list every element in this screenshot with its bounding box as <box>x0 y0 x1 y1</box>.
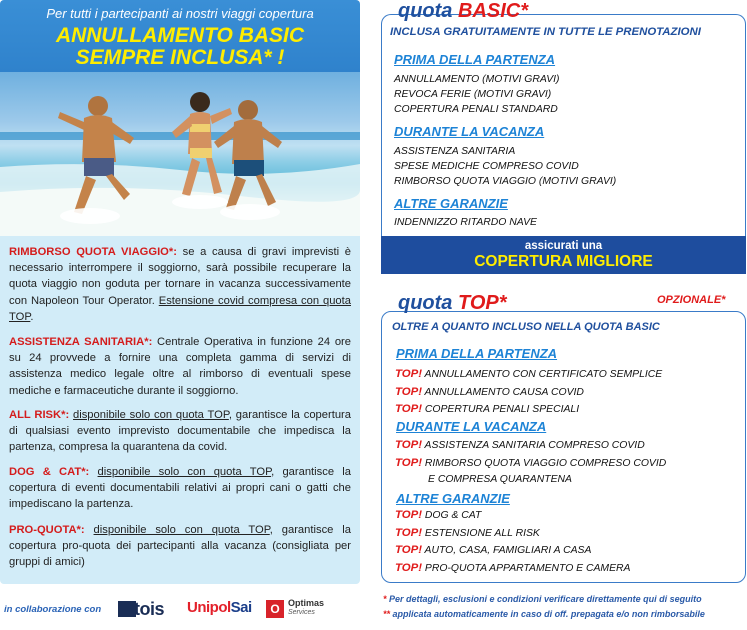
top-tag: TOP! <box>395 385 423 398</box>
dogcat-availability: disponibile solo con quota TOP <box>97 466 272 478</box>
assistenza-paragraph <box>9 334 351 399</box>
footnote-2: ** applicata automaticamente in caso di off. prepagata e/o non rimborsabile <box>383 609 705 619</box>
proquota-heading: PRO-QUOTA*: <box>9 524 85 536</box>
list-item: TOP! ANNULLAMENTO CON CERTIFICATO SEMPLICE <box>395 368 663 380</box>
allrisk-availability: disponibile solo con quota TOP <box>73 409 229 421</box>
basic-section-title: DURANTE LA VACANZA <box>394 124 545 139</box>
top-tag: TOP! <box>395 403 423 415</box>
proquota-body: , garantisce la copertura pro-quota dei partecipanti alla vacanza (consigliata per gruppi di amici) <box>9 524 351 569</box>
top-section-title: PRIMA DELLA PARTENZA <box>396 346 558 361</box>
basic-title: quota BASIC* <box>398 0 529 22</box>
basic-section-list <box>394 72 560 117</box>
banner-intro: Per tutti i partecipanti ai nostri viaggi copertura <box>46 6 314 21</box>
dogcat-body: , garantisce la copertura di eventi documentabili relativi ai propri cani o gatti che impediscano la partenza. <box>9 466 352 511</box>
top-section-list <box>395 366 662 419</box>
list-item: RIMBORSO QUOTA VIAGGIO (MOTIVI GRAVI) <box>394 176 617 187</box>
promo-banner <box>0 0 360 72</box>
rimborso-body: se a causa di gravi imprevisti è necessario interrompere il soggiorno, sarà possibile recuperare la quota viaggio non goduta per tornare in vacanza successivamente con Napoleon Tour Operator. <box>9 246 351 307</box>
footnote-1: * Per dettagli, esclusioni e condizioni verificare direttamente qui di seguito <box>383 594 702 604</box>
list-item: REVOCA FERIE (MOTIVI GRAVI) <box>394 89 552 100</box>
banner-headline-1: ANNULLAMENTO BASIC <box>55 24 305 47</box>
top-tag: TOP! <box>395 561 423 574</box>
list-item: TOP! PRO-QUOTA APPARTAMENTO E CAMERA <box>395 561 631 574</box>
optional-label: OPZIONALE* <box>657 294 726 306</box>
dogcat-heading: DOG & CAT*: <box>9 466 90 478</box>
list-item: TOP! RIMBORSO QUOTA VIAGGIO COMPRESO COVID <box>395 456 667 469</box>
top-subtitle: OLTRE A QUANTO INCLUSO NELLA QUOTA BASIC <box>392 321 660 333</box>
top-tag: TOP! <box>395 544 423 556</box>
top-section-list <box>395 437 666 489</box>
upgrade-banner-line2: COPERTURA MIGLIORE <box>474 253 653 270</box>
allrisk-heading: ALL RISK*: <box>9 409 70 421</box>
partners-row <box>4 598 344 628</box>
top-tag: TOP! <box>395 509 423 521</box>
top-tag: TOP! <box>395 456 423 469</box>
rimborso-note: Estensione covid compresa con quota TOP <box>9 294 351 323</box>
basic-section-list <box>394 144 616 189</box>
list-item: COPERTURA PENALI STANDARD <box>394 104 558 115</box>
rimborso-heading: RIMBORSO QUOTA VIAGGIO*: <box>9 246 177 258</box>
beach-illustration <box>0 72 360 236</box>
list-item: TOP! DOG & CAT <box>395 509 482 521</box>
optimas-logo: O Optimas Services <box>266 598 338 626</box>
top-section-list <box>395 507 630 577</box>
allrisk-paragraph <box>9 407 351 456</box>
list-item: TOP! AUTO, CASA, FAMIGLIARI A CASA <box>395 544 592 556</box>
list-item: E COMPRESA QUARANTENA <box>428 474 572 485</box>
left-panel <box>0 0 360 584</box>
upgrade-banner[interactable] <box>381 236 746 274</box>
basic-section-title: PRIMA DELLA PARTENZA <box>394 52 556 67</box>
top-tag: TOP! <box>395 526 423 539</box>
allrisk-body: , garantisce la copertura di qualsiasi evento imprevisto documentabile che impedisca la partenza, compresa la quarantena da covid. <box>9 409 351 454</box>
beach-photo <box>0 72 360 236</box>
proquota-availability: disponibile solo con quota TOP <box>93 524 270 536</box>
dogcat-paragraph <box>9 464 351 513</box>
list-item: TOP! ESTENSIONE ALL RISK <box>395 526 540 539</box>
proquota-paragraph <box>9 522 351 571</box>
basic-subtitle: INCLUSA GRATUITAMENTE IN TUTTE LE PRENOTAZIONI <box>390 26 701 38</box>
list-item: TOP! COPERTURA PENALI SPECIALI <box>395 403 580 415</box>
unipolsai-logo: UnipolSai <box>187 599 252 616</box>
top-tag: TOP! <box>395 368 423 380</box>
list-item: SPESE MEDICHE COMPRESO COVID <box>394 161 579 172</box>
list-item: TOP! ASSISTENZA SANITARIA COMPRESO COVID <box>395 439 645 451</box>
top-tag: TOP! <box>395 439 423 451</box>
list-item: INDENNIZZO RITARDO NAVE <box>394 217 537 228</box>
assistenza-heading: ASSISTENZA SANITARIA*: <box>9 336 153 348</box>
collab-label: in collaborazione con <box>4 604 102 615</box>
upgrade-banner-line1: assicurati una <box>524 240 603 252</box>
rimborso-tail: . <box>30 310 34 323</box>
top-title: quota TOP* <box>398 292 507 314</box>
banner-headline-2: SEMPRE INCLUSA* ! <box>75 46 285 69</box>
top-section-title: DURANTE LA VACANZA <box>396 419 547 434</box>
basic-section-title: ALTRE GARANZIE <box>394 196 508 211</box>
assistenza-body: Centrale Operativa in funzione 24 ore su 24 provvede a fornire una completa gamma di servizi di assistenza medico legale oltre al rimborso di eventuali spese mediche e farmaceutiche durante il soggiorno. <box>9 336 352 397</box>
top-section-title: ALTRE GARANZIE <box>396 491 510 506</box>
list-item: ANNULLAMENTO (MOTIVI GRAVI) <box>394 74 560 85</box>
tois-logo: tois <box>118 599 178 621</box>
list-item: ASSISTENZA SANITARIA <box>394 146 516 157</box>
rimborso-paragraph <box>9 244 351 325</box>
list-item: TOP! ANNULLAMENTO CAUSA COVID <box>395 385 584 398</box>
basic-section-list <box>394 215 537 230</box>
